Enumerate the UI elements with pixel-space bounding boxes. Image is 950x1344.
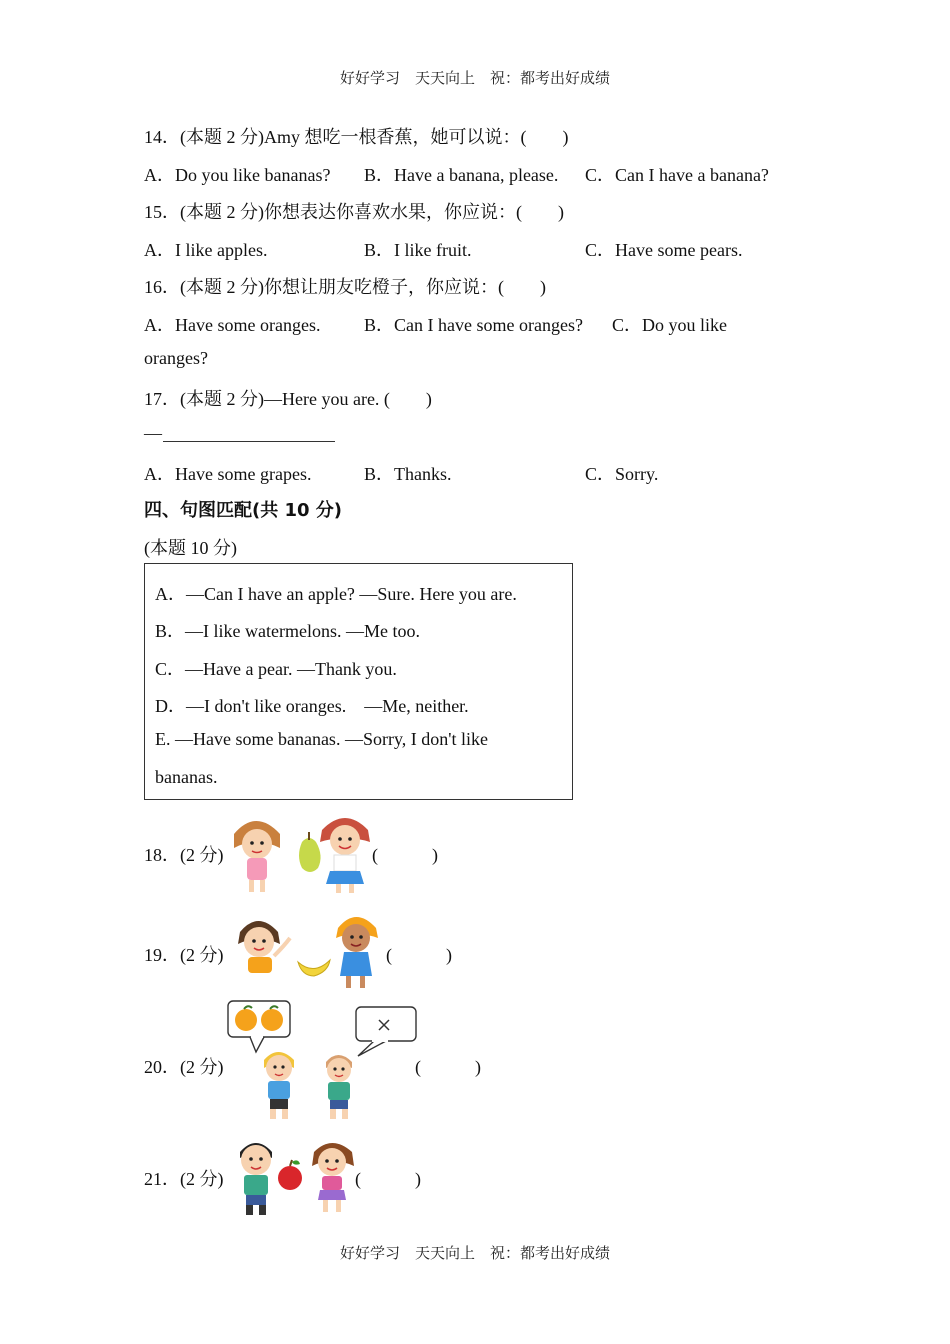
section-note: (本题 10 分) [144, 538, 237, 558]
q17-answer-blank[interactable] [163, 441, 335, 442]
apple-icon [278, 1160, 302, 1190]
question-20-label: 20．(2 分) [144, 1057, 224, 1077]
q20-picture [226, 998, 422, 1126]
q17-answer-dash: — [144, 423, 162, 443]
question-18-label: 18．(2 分) [144, 845, 224, 865]
q19-picture [234, 910, 384, 992]
speech-bubble-icon [356, 1007, 416, 1056]
match-option-b: B．—I like watermelons. —Me too. [155, 621, 420, 641]
question-15-stem: 15．(本题 2 分)你想表达你喜欢水果，你应说：( ) [144, 202, 564, 222]
boy-icon [264, 1052, 294, 1119]
boy-icon [240, 1143, 272, 1215]
girl-icon [312, 1143, 354, 1212]
options-box [144, 563, 573, 800]
question-14-stem: 14．(本题 2 分)Amy 想吃一根香蕉，她可以说：( ) [144, 127, 569, 147]
page-header: 好好学习 天天向上 祝：都考出好成绩 [339, 69, 610, 87]
question-16-stem: 16．(本题 2 分)你想让朋友吃橙子，你应说：( ) [144, 277, 546, 297]
q16-option-c-continued: oranges? [144, 348, 208, 368]
match-option-e: E. —Have some bananas. —Sorry, I don't like [155, 729, 488, 749]
q16-option-c[interactable]: C．Do you like [612, 315, 727, 335]
girl-icon [238, 921, 290, 973]
question-21-label: 21．(2 分) [144, 1169, 224, 1189]
q14-option-c[interactable]: C．Can I have a banana? [585, 165, 769, 185]
section-title: 四、句图匹配(共 10 分) [144, 500, 343, 521]
q16-option-b[interactable]: B．Can I have some oranges? [364, 315, 583, 335]
boy-icon [326, 1055, 352, 1119]
girl-icon [336, 917, 378, 988]
match-option-e-continued: bananas. [155, 767, 218, 787]
match-option-a: A．—Can I have an apple? —Sure. Here you are. [155, 584, 517, 604]
q14-option-b[interactable]: B．Have a banana, please. [364, 165, 559, 185]
girl-icon [234, 821, 280, 892]
q15-option-c[interactable]: C．Have some pears. [585, 240, 743, 260]
match-option-d: D．—I don't like oranges. —Me, neither. [155, 696, 469, 716]
q17-option-b[interactable]: B．Thanks. [364, 464, 452, 484]
girl-icon [320, 818, 370, 893]
question-17-stem: 17．(本题 2 分)—Here you are. ( ) [144, 389, 432, 409]
q14-option-a[interactable]: A．Do you like bananas? [144, 165, 331, 185]
banana-icon [298, 960, 330, 976]
q21-picture [230, 1134, 360, 1218]
q21-answer-paren[interactable]: ( ) [355, 1169, 421, 1189]
pear-icon [299, 832, 321, 872]
page-footer: 好好学习 天天向上 祝：都考出好成绩 [339, 1244, 610, 1262]
q15-option-b[interactable]: B．I like fruit. [364, 240, 472, 260]
q16-option-a[interactable]: A．Have some oranges. [144, 315, 321, 335]
q19-answer-paren[interactable]: ( ) [386, 945, 452, 965]
question-19-label: 19．(2 分) [144, 945, 224, 965]
match-option-c: C．—Have a pear. —Thank you. [155, 659, 397, 679]
q20-answer-paren[interactable]: ( ) [415, 1057, 481, 1077]
q15-option-a[interactable]: A．I like apples. [144, 240, 268, 260]
q17-option-a[interactable]: A．Have some grapes. [144, 464, 312, 484]
q18-answer-paren[interactable]: ( ) [372, 845, 438, 865]
q18-picture [228, 812, 378, 894]
q17-option-c[interactable]: C．Sorry. [585, 464, 659, 484]
